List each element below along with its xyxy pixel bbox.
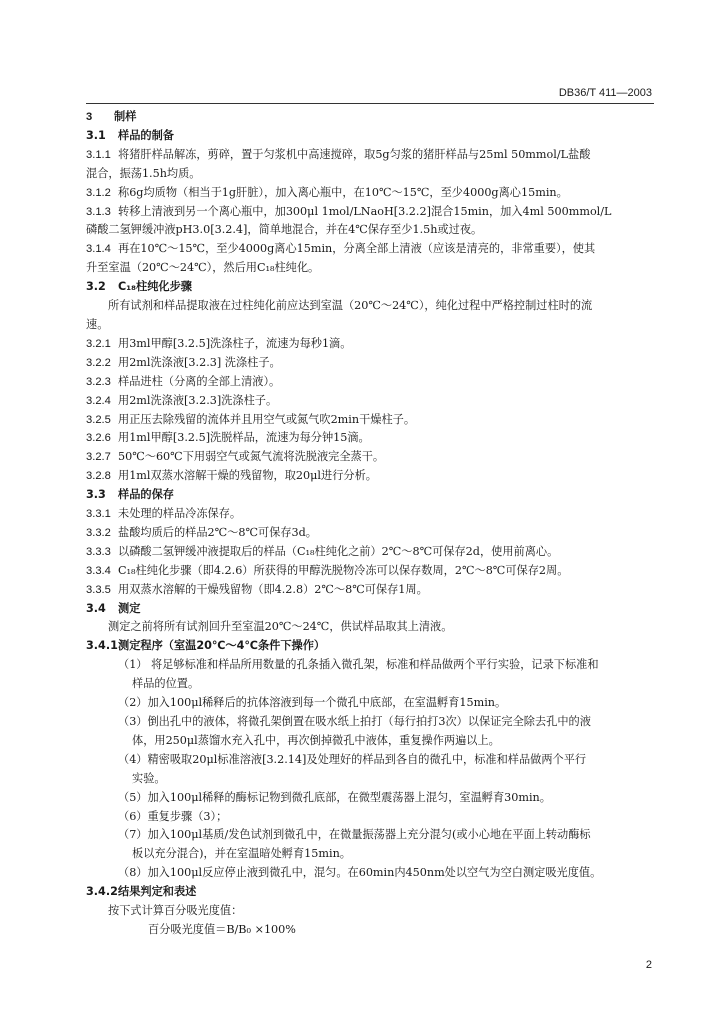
procedure-step-continuation: 板以充分混合)，并在室温暗处孵育15min。 [132,847,351,861]
procedure-step-continuation: 体，用250μl蒸馏水充入孔中，再次倒掉微孔中液体，重复操作两遍以上。 [132,733,500,747]
clause-paragraph [86,184,656,203]
clause-paragraph [86,562,656,581]
clause-text: 用1ml双蒸水溶解干燥的残留物，取20μl进行分析。 [118,469,377,483]
section-number: 3 [86,111,93,123]
clause-number: 3.3.1 [86,508,111,521]
section-number: 3.3 [86,488,106,502]
section-heading [86,108,656,127]
section-title: C₁₈柱纯化步骤 [118,280,192,294]
indented-paragraph: 测定之前将所有试剂回升至室温20℃～24℃，供试样品取其上清液。 [108,620,453,634]
clause-paragraph [86,448,656,467]
clause-paragraph [86,392,656,411]
clause-paragraph [86,524,656,543]
section-number: 3.4.2 [86,885,118,899]
clause-number: 3.2.8 [86,470,111,483]
procedure-step: （1） 将足够标准和样品所用数量的孔条插入微孔架，标准和样品做两个平行实验，记录下标准和 [118,658,599,672]
clause-text: 用正压去除残留的流体并且用空气或氮气吹2min干燥柱子。 [118,412,416,426]
clause-paragraph [86,240,656,259]
section-heading [86,637,656,656]
procedure-step: （2）加入100μl稀释后的抗体溶液到每一个微孔中底部，在室温孵育15min。 [118,696,507,710]
clause-text: 用双蒸水溶解的干燥残留物（即4.2.8）2℃～8℃可保存1周。 [118,582,428,596]
clause-number: 3.3.5 [86,583,111,596]
section-heading [86,883,656,902]
clause-paragraph [86,335,656,354]
indented-paragraph: 所有试剂和样品提取液在过柱纯化前应达到室温（20℃～24℃），纯化过程中严格控制过柱时的流 [108,299,593,313]
clause-paragraph [86,543,656,562]
paragraph-continuation: 磷酸二氢钾缓冲液pH3.0[3.2.4]，简单地混合，并在4℃保存至少1.5h或过夜。 [86,223,483,237]
clause-number: 3.3.3 [86,545,111,558]
clause-number: 3.3.2 [86,526,111,539]
section-heading [86,600,656,619]
clause-number: 3.1.3 [86,205,111,218]
section-heading [86,486,656,505]
clause-paragraph [86,581,656,600]
formula: 百分吸光度值＝B/B₀ ×100% [148,922,296,936]
clause-text: 未处理的样品冷冻保存。 [118,507,242,521]
clause-number: 3.2.2 [86,356,111,369]
clause-paragraph [86,354,656,373]
section-title: 样品的保存 [118,488,174,502]
clause-text: 盐酸均质后的样品2℃～8℃可保存3d。 [118,525,317,539]
section-title: 制样 [114,110,137,123]
section-number: 3.4 [86,601,106,615]
procedure-step: （4）精密吸取20μl标准溶液[3.2.14]及处理好的样品到各自的微孔中，标准和样品做两个平行 [118,752,587,766]
clause-paragraph [86,429,656,448]
clause-paragraph [86,505,656,524]
header-rule [86,103,654,104]
procedure-step: （5）加入100μl稀释的酶标记物到微孔底部，在微型震荡器上混匀，室温孵育30min。 [118,790,551,804]
clause-number: 3.1.1 [86,148,111,161]
procedure-step-continuation: 实验。 [132,771,166,785]
clause-number: 3.2.6 [86,432,111,445]
clause-number: 3.1.2 [86,186,111,199]
clause-paragraph [86,373,656,392]
section-title: 结果判定和表述 [118,885,197,899]
clause-text: 用2ml洗涤液[3.2.3] 洗涤柱子。 [118,355,281,369]
section-title: 测定程序（室温20℃～4℃条件下操作） [118,639,326,653]
clause-number: 3.3.4 [86,564,111,577]
paragraph-continuation: 速。 [86,317,109,331]
section-title: 样品的制备 [118,128,174,142]
clause-number: 3.2.3 [86,375,111,388]
procedure-step: （6）重复步骤（3）； [118,809,228,823]
procedure-step: （7）加入100μl基质/发色试剂到微孔中，在微量振荡器上充分混匀(或小心地在平面上转动酶标 [118,828,591,842]
clause-number: 3.1.4 [86,243,111,256]
procedure-step-continuation: 样品的位置。 [132,677,200,691]
clause-number: 3.2.1 [86,337,111,350]
section-number: 3.1 [86,128,106,142]
section-title: 测定 [118,601,141,615]
paragraph-continuation: 混合，振荡1.5h均质。 [86,166,201,180]
clause-number: 3.2.5 [86,413,111,426]
procedure-step: （8）加入100μl反应停止液到微孔中，混匀。在60min内450nm处以空气为空白测定吸光度值。 [118,866,602,880]
clause-text: 再在10℃～15℃，至少4000g离心15min，分离全部上清液（应该是清亮的，非常重要），使其 [118,242,596,256]
clause-number: 3.2.4 [86,394,111,407]
clause-text: 用3ml甲醇[3.2.5]洗涤柱子，流速为每秒1滴。 [118,336,352,350]
clause-text: 将猪肝样品解冻，剪碎，置于匀浆机中高速搅碎，取5g匀浆的猪肝样品与25ml 50mmol/L盐酸 [118,147,591,161]
clause-text: 用1ml甲醇[3.2.5]洗脱样品，流速为每分钟15滴。 [118,431,370,445]
section-heading [86,127,656,146]
clause-paragraph [86,411,656,430]
indented-paragraph: 按下式计算百分吸光度值： [108,904,243,918]
section-heading [86,278,656,297]
clause-paragraph [86,146,656,165]
section-number: 3.2 [86,280,106,294]
page-number: 2 [645,959,652,971]
clause-text: 称6g均质物（相当于1g肝脏），加入离心瓶中，在10℃～15℃，至少4000g离心15min。 [118,185,568,199]
clause-text: 样品进柱（分离的全部上清液）。 [118,374,281,388]
clause-number: 3.2.7 [86,451,111,464]
clause-text: 以磷酸二氢钾缓冲液提取后的样品（C₁₈柱纯化之前）2℃～8℃可保存2d，使用前离心。 [118,544,559,558]
clause-text: 用2ml洗涤液[3.2.3]洗涤柱子。 [118,393,278,407]
section-number: 3.4.1 [86,639,118,653]
clause-paragraph [86,467,656,486]
paragraph-continuation: 升至室温（20℃～24℃），然后用C₁₈柱纯化。 [86,261,320,275]
clause-paragraph [86,203,656,222]
clause-text: 50℃～60℃下用弱空气或氮气流将洗脱液完全蒸干。 [118,450,385,464]
document-body [86,108,656,940]
clause-text: C₁₈柱纯化步骤（即4.2.6）所获得的甲醇洗脱物冷冻可以保存数周，2℃～8℃可保存2周。 [118,563,569,577]
standard-code: DB36/T 411—2003 [558,87,652,99]
clause-text: 转移上清液到另一个离心瓶中，加300μl 1mol/LNaoH[3.2.2]混合15min，加入4ml 500mmol/L [118,204,612,218]
procedure-step: （3）倒出孔中的液体，将微孔架倒置在吸水纸上拍打（每行拍打3次）以保证完全除去孔中的液 [118,715,591,728]
